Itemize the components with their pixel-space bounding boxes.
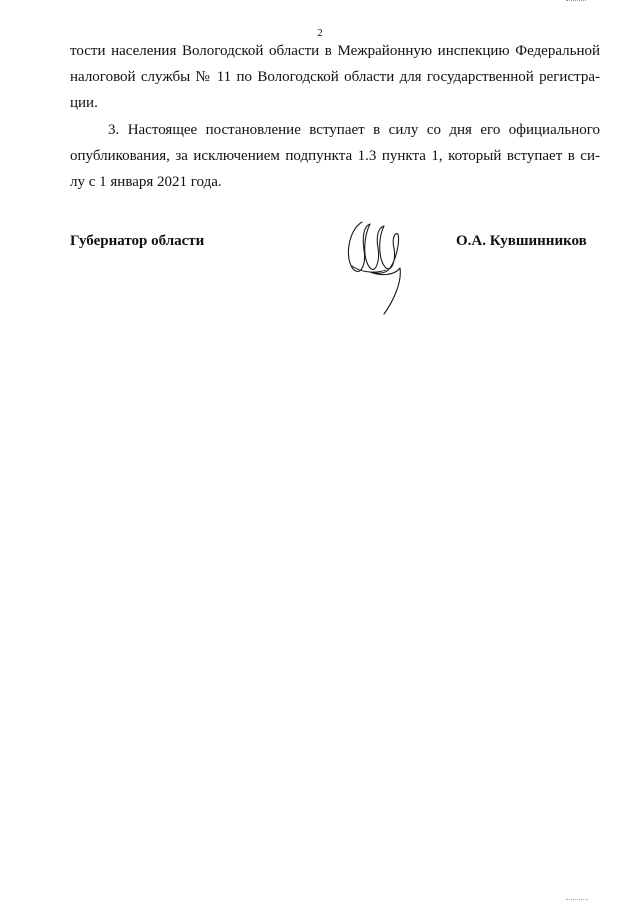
page-number: 2 xyxy=(317,27,323,39)
scan-mark-top xyxy=(566,0,586,1)
paragraph-line: тости населения Вологодской области в Межрайонную инспекцию Федеральной xyxy=(70,43,600,59)
paragraph-item-3 xyxy=(70,117,600,195)
signatory-position: Губернатор области xyxy=(70,233,205,249)
paragraph-line: лу с 1 января 2021 года. xyxy=(70,174,222,190)
signatory-name: О.А. Кувшинников xyxy=(456,233,587,249)
paragraph-line: налоговой службы № 11 по Вологодской области для государственной регистра- xyxy=(70,69,600,85)
paragraph-line: ции. xyxy=(70,95,98,111)
handwritten-signature xyxy=(340,212,412,318)
paragraph-line: опубликования, за исключением подпункта 1.3 пункта 1, который вступает в си- xyxy=(70,148,600,164)
paragraph-continuation xyxy=(70,38,600,116)
paragraph-line: 3. Настоящее постановление вступает в силу со дня его официального xyxy=(108,122,600,138)
scan-mark-bottom xyxy=(566,899,588,902)
